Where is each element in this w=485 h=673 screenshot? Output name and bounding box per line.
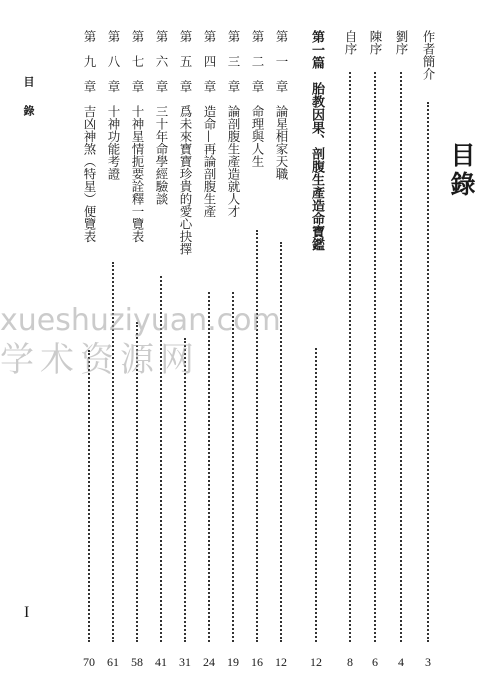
toc-entry-label: 第 四 章 造命—再論剖腹生產 xyxy=(202,30,217,218)
watermark-url: xueshuziyuan.com xyxy=(0,303,281,338)
toc-page-number: 19 xyxy=(227,655,239,669)
leader-dots xyxy=(400,72,402,642)
toc-page-number: 4 xyxy=(398,655,404,669)
toc-entry-part-one[interactable] xyxy=(305,30,327,670)
leader-dots xyxy=(374,72,376,642)
leader-dots xyxy=(184,338,186,642)
leader-dots xyxy=(208,292,210,642)
toc-entry-label: 第 六 章 三十年命學經驗談 xyxy=(154,30,169,205)
toc-page-number: 24 xyxy=(203,655,215,669)
toc-entry-label: 陳序 xyxy=(368,30,383,55)
watermark-text: 学术资源网 xyxy=(0,340,200,380)
toc-entry-own-preface[interactable] xyxy=(339,30,361,670)
toc-entry-label: 第 九 章 吉凶神煞（特星）便覽表 xyxy=(82,30,97,243)
leader-dots xyxy=(256,230,258,642)
toc-page-number: 31 xyxy=(179,655,191,669)
toc-page-number: 8 xyxy=(347,655,353,669)
toc-entry-label: 第 三 章 論剖腹生產造就人才 xyxy=(226,30,241,218)
toc-entry-author-intro[interactable] xyxy=(417,30,439,670)
leader-dots xyxy=(315,348,317,642)
toc-page-number: 61 xyxy=(107,655,119,669)
toc-entry-chapter-4[interactable] xyxy=(198,30,220,670)
toc-entry-label: 自序 xyxy=(343,30,358,55)
toc-entry-label: 第一篇 胎教因果、剖腹生產造命寶鑑 xyxy=(309,30,324,251)
toc-entry-chapter-2[interactable] xyxy=(246,30,268,670)
toc-page-number: 70 xyxy=(83,655,95,669)
toc-page-number: 41 xyxy=(155,655,167,669)
leader-dots xyxy=(88,350,90,642)
leader-dots xyxy=(280,242,282,642)
toc-page-number: 58 xyxy=(131,655,143,669)
toc-entry-label: 第 五 章 爲未來寶寶珍貴的愛心抉擇 xyxy=(178,30,193,255)
toc-entry-chen-preface[interactable] xyxy=(364,30,386,670)
leader-dots xyxy=(427,102,429,642)
toc-page-number: 12 xyxy=(275,655,287,669)
leader-dots xyxy=(232,292,234,642)
page-title: 目錄 xyxy=(447,142,476,200)
toc-entry-label: 作者簡介 xyxy=(421,30,436,80)
toc-page-number: 6 xyxy=(372,655,378,669)
toc-page-number: 3 xyxy=(425,655,431,669)
toc-entry-liu-preface[interactable] xyxy=(390,30,412,670)
running-header: 目錄 xyxy=(22,76,35,134)
toc-entry-chapter-1[interactable] xyxy=(270,30,292,670)
toc-entry-label: 劉序 xyxy=(394,30,409,55)
toc-page-number: 12 xyxy=(310,655,322,669)
toc-entry-label: 第 七 章 十神星情扼要詮釋一覽表 xyxy=(130,30,145,243)
toc-entry-label: 第 八 章 十神功能考證 xyxy=(106,30,121,180)
toc-entry-label: 第 一 章 論星相家天職 xyxy=(274,30,289,180)
toc-page-number: 16 xyxy=(251,655,263,669)
toc-entry-chapter-3[interactable] xyxy=(222,30,244,670)
folio-number: I xyxy=(24,604,30,621)
leader-dots xyxy=(349,72,351,642)
toc-entry-label: 第 二 章 命理與人生 xyxy=(250,30,265,168)
